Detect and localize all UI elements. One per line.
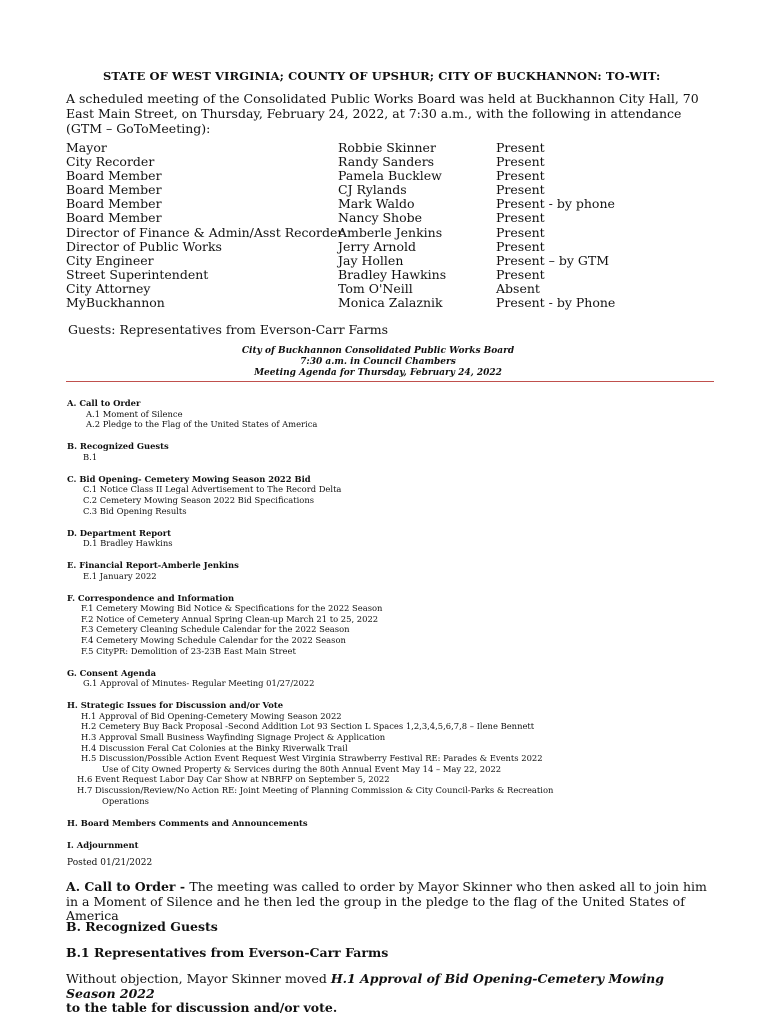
attendee-role: Director of Public Works xyxy=(66,238,222,254)
agenda-item: B.1 xyxy=(83,451,98,462)
agenda-section-title: H. Strategic Issues for Discussion and/or Vote xyxy=(67,700,284,711)
agenda-header-line: Meeting Agenda for Thursday, February 24, 2022 xyxy=(254,368,502,378)
agenda-section-title: C. Bid Opening- Cemetery Mowing Season 2022 Bid xyxy=(67,473,311,484)
attendance-row xyxy=(66,268,706,282)
attendee-status: Present xyxy=(496,210,545,226)
agenda-section-title: B. Recognized Guests xyxy=(67,441,169,452)
motion-item: H.1 Approval of Bid Opening-Cemetery Mowing Season 2022 xyxy=(66,971,665,1001)
attendee-role: Street Superintendent xyxy=(66,266,209,282)
attendee-name: CJ Rylands xyxy=(338,182,407,198)
motion-prefix: Without objection, Mayor Skinner moved xyxy=(66,971,331,986)
attendee-name: Nancy Shobe xyxy=(338,210,423,226)
agenda-item: H.4 Discussion Feral Cat Colonies at the Binky Riverwalk Trail xyxy=(81,742,348,753)
agenda-item: H.3 Approval Small Business Wayfinding Signage Project & Application xyxy=(81,731,386,742)
attendance-row xyxy=(66,282,706,296)
agenda-item: A.2 Pledge to the Flag of the United States of America xyxy=(86,419,318,430)
attendance-row xyxy=(66,197,706,211)
motion-paragraph xyxy=(66,972,716,1016)
agenda-section-title: G. Consent Agenda xyxy=(67,667,156,678)
attendee-role: City Recorder xyxy=(66,154,155,170)
attendee-status: Present xyxy=(496,266,545,282)
attendee-name: Mark Waldo xyxy=(338,196,415,212)
attendee-status: Present xyxy=(496,140,545,155)
attendee-role: Director of Finance & Admin/Asst Recorder xyxy=(66,224,344,240)
attendance-row xyxy=(66,254,706,268)
attendee-name: Robbie Skinner xyxy=(338,140,436,155)
call-to-order-text: The meeting was called to order by Mayor Skinner who then asked all to join him in a Moment of Silence and he then led the group in the pledge to the flag of the United States of America xyxy=(66,879,707,924)
agenda-item: D.1 Bradley Hawkins xyxy=(83,538,173,549)
attendee-status: Present xyxy=(496,224,545,240)
agenda-header-line: 7:30 a.m. in Council Chambers xyxy=(300,357,456,367)
agenda-item: H.1 Approval of Bid Opening-Cemetery Mowing Season 2022 xyxy=(81,710,342,721)
attendance-row xyxy=(66,169,706,183)
agenda-header-line: City of Buckhannon Consolidated Public Works Board xyxy=(241,346,515,356)
call-to-order-paragraph xyxy=(66,880,716,924)
agenda-section-title: D. Department Report xyxy=(67,527,172,538)
agenda-item: H.5 Discussion/Possible Action Event Request West Virginia Strawberry Festival RE: Parades & Events 2022 xyxy=(81,753,543,764)
motion-suffix: to the table for discussion and/or vote. xyxy=(66,1000,338,1016)
agenda-item: H.6 Event Request Labor Day Car Show at NBRFP on September 5, 2022 xyxy=(77,774,390,785)
agenda-item-continued: Operations xyxy=(102,795,149,806)
agenda-item: F.2 Notice of Cemetery Annual Spring Clean-up March 21 to 25, 2022 xyxy=(81,613,379,624)
attendee-name: Jerry Arnold xyxy=(338,238,416,254)
attendee-role: MyBuckhannon xyxy=(66,295,165,311)
agenda-item: G.1 Approval of Minutes- Regular Meeting 01/27/2022 xyxy=(83,678,315,689)
recognized-guests-heading: B. Recognized Guests xyxy=(66,919,218,934)
attendee-status: Present - by phone xyxy=(496,196,615,212)
attendee-role: Mayor xyxy=(66,140,107,155)
agenda-header xyxy=(118,346,638,379)
agenda-item: C.1 Notice Class II Legal Advertisement to The Record Delta xyxy=(83,484,342,495)
agenda-item: A.1 Moment of Silence xyxy=(86,408,183,419)
attendee-name: Bradley Hawkins xyxy=(338,266,447,282)
agenda-item: F.5 CityPR: Demolition of 23-23B East Main Street xyxy=(81,645,296,656)
attendee-status: Present xyxy=(496,168,545,184)
attendee-name: Monica Zalaznik xyxy=(338,295,443,311)
agenda-item: F.3 Cemetery Cleaning Schedule Calendar for the 2022 Season xyxy=(81,624,350,635)
attendee-status: Present - by Phone xyxy=(496,295,616,311)
agenda-item: F.1 Cemetery Mowing Bid Notice & Specifications for the 2022 Season xyxy=(81,603,383,614)
agenda-section-title: A. Call to Order xyxy=(67,398,141,408)
agenda-item: H.2 Cemetery Buy Back Proposal -Second Addition Lot 93 Section L Spaces 1,2,3,4,5,6,7,8 – Ilene Bennett xyxy=(81,721,535,732)
agenda-item: F.4 Cemetery Mowing Schedule Calendar for the 2022 Season xyxy=(81,635,346,646)
attendance-row xyxy=(66,226,706,240)
agenda-item: H.7 Discussion/Review/No Action RE: Joint Meeting of Planning Commission & City Council-Parks & Recreation xyxy=(77,784,554,795)
attendance-table xyxy=(66,141,706,310)
attendee-status: Present xyxy=(496,182,545,198)
guests-line: Guests: Representatives from Everson-Carr Farms xyxy=(68,322,389,337)
intro-paragraph: A scheduled meeting of the Consolidated Public Works Board was held at Buckhannon City Hall, 70 East Main Street, on Thursday, February 24, 2022, at 7:30 a.m., with the following in attendance (GTM – GoToMeeting): xyxy=(66,91,699,136)
agenda-item: E.1 January 2022 xyxy=(83,570,157,581)
attendee-status: Present – by GTM xyxy=(496,252,610,268)
attendee-name: Jay Hollen xyxy=(338,252,404,268)
attendance-row xyxy=(66,240,706,254)
attendee-role: Board Member xyxy=(66,210,162,226)
attendee-status: Absent xyxy=(496,280,540,296)
guest-item-heading: B.1 Representatives from Everson-Carr Farms xyxy=(66,945,389,960)
agenda-section-title: F. Correspondence and Information xyxy=(67,592,235,603)
attendee-role: City Attorney xyxy=(66,280,151,296)
document-heading: STATE OF WEST VIRGINIA; COUNTY OF UPSHUR; CITY OF BUCKHANNON: TO-WIT: xyxy=(103,69,661,83)
attendee-role: Board Member xyxy=(66,196,162,212)
attendee-name: Tom O'Neill xyxy=(338,280,413,296)
attendee-role: City Engineer xyxy=(66,252,154,268)
agenda-item: C.3 Bid Opening Results xyxy=(83,505,187,516)
attendance-row xyxy=(66,211,706,225)
attendance-row xyxy=(66,155,706,169)
posted-date: Posted 01/21/2022 xyxy=(67,858,153,868)
attendee-role: Board Member xyxy=(66,168,162,184)
attendee-name: Pamela Bucklew xyxy=(338,168,442,184)
agenda-divider xyxy=(66,381,714,382)
attendee-status: Present xyxy=(496,154,545,170)
attendance-row xyxy=(66,141,706,155)
agenda-section-title: H. Board Members Comments and Announcements xyxy=(67,817,308,828)
attendee-name: Randy Sanders xyxy=(338,154,435,170)
agenda-item: C.2 Cemetery Mowing Season 2022 Bid Specifications xyxy=(83,494,315,505)
attendee-name: Amberle Jenkins xyxy=(338,224,443,240)
agenda-section-title: E. Financial Report-Amberle Jenkins xyxy=(67,560,239,571)
agenda-section-title: I. Adjournment xyxy=(67,839,139,850)
agenda-list xyxy=(67,398,707,850)
attendance-row xyxy=(66,183,706,197)
attendee-status: Present xyxy=(496,238,545,254)
call-to-order-label: A. Call to Order - xyxy=(66,879,190,894)
agenda-item-continued: Use of City Owned Property & Services during the 80th Annual Event May 14 – May 22, 2022 xyxy=(102,763,502,774)
attendance-row xyxy=(66,296,706,310)
attendee-role: Board Member xyxy=(66,182,162,198)
